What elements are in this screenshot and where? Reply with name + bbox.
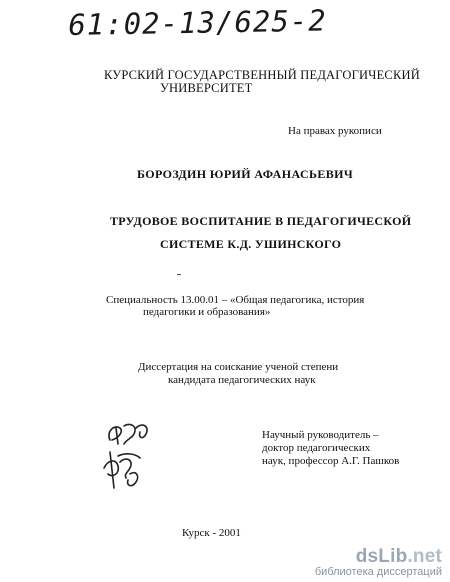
- city-and-year: Курск - 2001: [182, 527, 241, 539]
- degree-statement-line1: Диссертация на соискание ученой степени: [138, 361, 339, 373]
- dissertation-title-line1: ТРУДОВОЕ ВОСПИТАНИЕ В ПЕДАГОГИЧЕСКОЙ: [110, 214, 412, 228]
- handwritten-archive-number: 61:02-13/625-2: [68, 3, 327, 42]
- university-name-line1: КУРСКИЙ ГОСУДАРСТВЕННЫЙ ПЕДАГОГИЧЕСКИЙ: [104, 68, 420, 82]
- dslib-watermark[interactable]: [315, 547, 442, 578]
- university-name-line2: УНИВЕРСИТЕТ: [160, 81, 253, 95]
- degree-statement-line2: кандидата педагогических наук: [168, 374, 316, 386]
- manuscript-rights-note: На правах рукописи: [288, 125, 382, 137]
- watermark-logo: [315, 547, 442, 566]
- advisor-line1: Научный руководитель –: [262, 429, 379, 441]
- watermark-logo-main: dsLib: [355, 546, 408, 567]
- specialty-line2: педагогики и образования»: [143, 306, 271, 318]
- watermark-logo-tld: .net: [407, 546, 442, 567]
- dissertation-title-line2: СИСТЕМЕ К.Д. УШИНСКОГО: [160, 237, 342, 251]
- specialty-line1: Специальность 13.00.01 – «Общая педагогика, история: [106, 294, 365, 306]
- author-name: БОРОЗДИН ЮРИЙ АФАНАСЬЕВИЧ: [137, 167, 354, 181]
- watermark-caption: библиотека диссертаций: [314, 566, 442, 578]
- stray-mark: [177, 274, 181, 275]
- advisor-line2: доктор педагогических: [262, 442, 371, 454]
- advisor-line3: наук, профессор А.Г. Пашков: [262, 455, 400, 467]
- handwritten-signature: [96, 418, 156, 498]
